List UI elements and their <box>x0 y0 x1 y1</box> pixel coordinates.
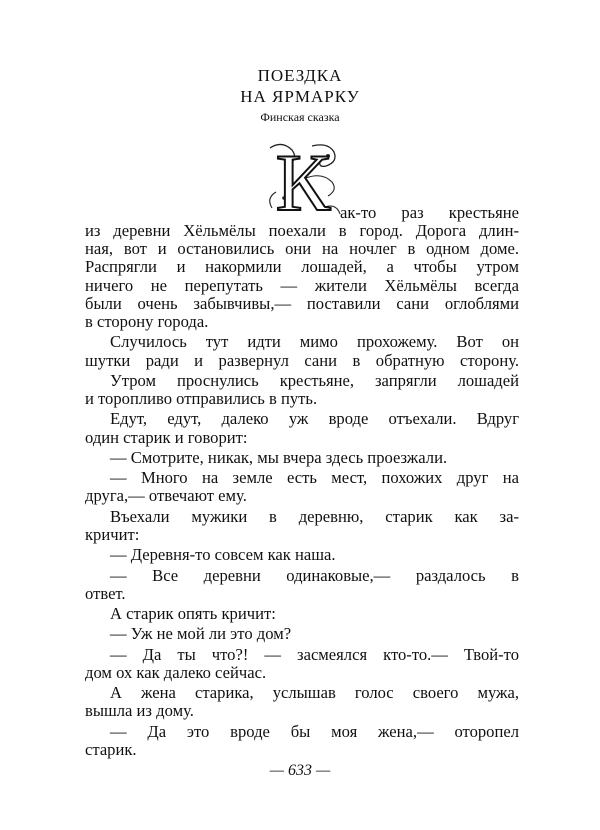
text-line: шутки ради и развернул сани в обратную сторону. <box>85 351 519 370</box>
text-line: Едут, едут, далеко уж вроде отъехали. Вдруг <box>110 409 519 428</box>
text-line: были очень забывчивы,— поставили сани оглоблями <box>85 294 519 313</box>
text-line: — Много на земле есть мест, похожих друг на <box>110 468 519 487</box>
title-line-1: ПОЕЗДКА <box>257 66 343 85</box>
text-line: вышла из дому. <box>85 701 194 720</box>
ornamental-dropcap <box>262 138 344 220</box>
subtitle: Финская сказка <box>260 110 340 124</box>
text-line: — Уж не мой ли это дом? <box>110 624 292 643</box>
page-number: — 633 — <box>269 762 331 779</box>
text-line: кричит: <box>85 525 140 544</box>
text-line: — Деревня-то совсем как наша. <box>110 545 336 564</box>
text-line: — Да ты что?! — засмеялся кто-то.— Твой-то <box>110 645 519 664</box>
text-line: один старик и говорит: <box>85 428 248 447</box>
text-line: — Все деревни одинаковые,— раздалось в <box>110 566 519 585</box>
text-line: Въехали мужики в деревню, старик как за- <box>110 507 519 526</box>
text-line: ответ. <box>85 584 126 603</box>
text-line: дом ох как далеко сейчас. <box>85 663 267 682</box>
text-line: Распрягли и накормили лошадей, а чтобы утром <box>85 257 519 276</box>
text-line: А жена старика, услышав голос своего мужа, <box>110 683 519 702</box>
text-line: — Смотрите, никак, мы вчера здесь проезжали. <box>110 448 448 467</box>
text-line: и торопливо отправились в путь. <box>85 389 318 408</box>
text-line: друга,— отвечают ему. <box>85 486 247 505</box>
text-line: в сторону города. <box>85 312 209 331</box>
text-line: А старик опять кричит: <box>110 604 276 623</box>
text-line: ная, вот и остановились они на ночлег в одном доме. <box>85 239 519 258</box>
text-line: из деревни Хёльмёлы поехали в город. Дорога длин- <box>85 221 519 240</box>
text-line: ак-то раз крестьяне <box>340 203 519 222</box>
text-line: Случилось тут идти мимо прохожему. Вот он <box>110 332 519 351</box>
dropcap-letter: К <box>275 138 331 220</box>
title-line-2: НА ЯРМАРКУ <box>240 87 360 106</box>
text-line: ничего не перепутать — жители Хёльмёлы всегда <box>85 276 519 295</box>
text-line: Утром проснулись крестьяне, запрягли лошадей <box>110 371 519 390</box>
text-line: старик. <box>85 740 137 759</box>
text-line: — Да это вроде бы моя жена,— оторопел <box>110 722 519 741</box>
